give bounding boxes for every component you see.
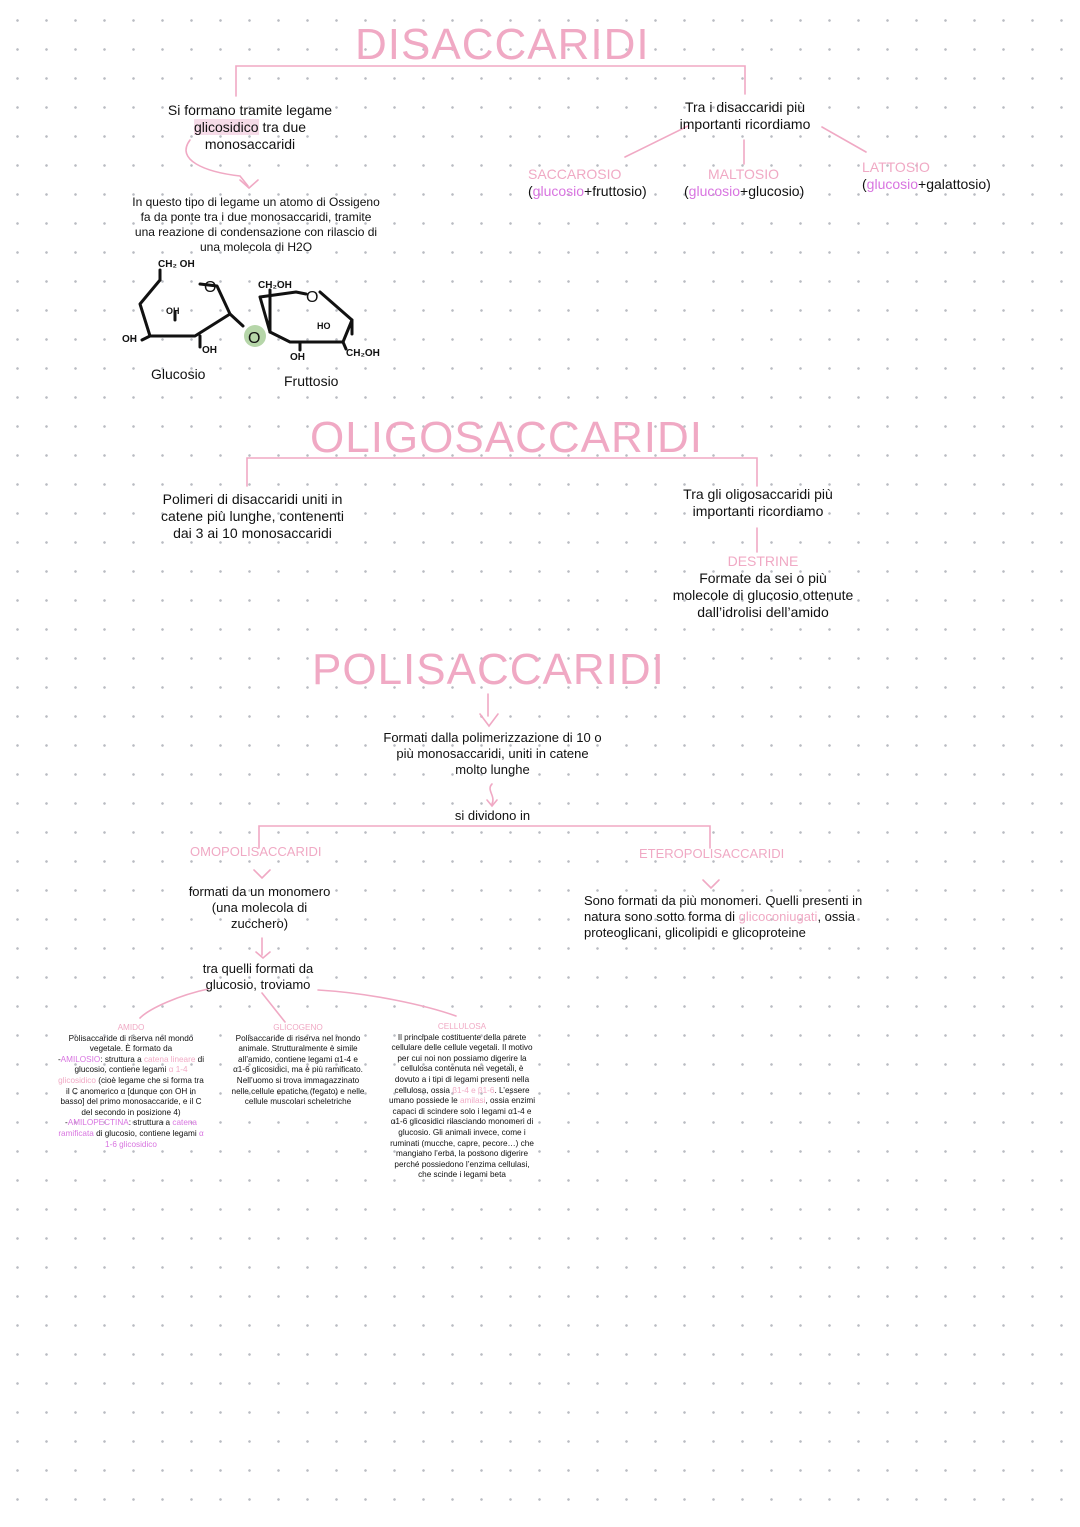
glicogeno-line: Nell’uomo si trova immagazzinato — [236, 1075, 360, 1085]
composition-rest: +glucosio) — [740, 183, 805, 199]
glicogeno-line: all’amido, contiene legami α1-4 e — [238, 1054, 358, 1064]
amido-part: : struttura a — [100, 1054, 144, 1064]
oh-label-4: OH — [290, 352, 305, 363]
cellulosa-line: glucosio. Gli animali invece, come i — [398, 1127, 526, 1137]
glicogeno-block — [218, 1023, 378, 1108]
lattosio-name: LATTOSIO — [862, 159, 930, 175]
composition-rest: +galattosio) — [918, 176, 991, 192]
legame-1-6-hl: 1-6 glicosidico — [105, 1139, 157, 1149]
oligo-line-2: catene più lunghe, contenenti — [161, 508, 344, 524]
amido-part: - — [57, 1054, 61, 1064]
amido-line: basso] del primo monosaccaride, e il C — [60, 1097, 202, 1107]
amilopectina-hl: AMILOPECTINA — [67, 1118, 129, 1128]
cellulosa-line: ruminati (mucche, capre, pecore…) che — [390, 1138, 534, 1148]
composition-rest: +fruttosio) — [584, 183, 647, 199]
catena-hl: catena — [172, 1118, 197, 1128]
right-intro-line-1: Tra i disaccaridi più — [684, 99, 806, 115]
beta-legami-hl: β1-4 e β1-6 — [452, 1085, 495, 1095]
eteropolisaccaridi-name: ETEROPOLISACCARIDI — [639, 846, 785, 861]
cellulosa-line: mangiano l’erba, la possono digerire — [396, 1149, 528, 1159]
cellulosa-line: dovuto a i tipi di legami presenti nella — [394, 1074, 530, 1084]
omo-line-3: zucchero) — [230, 916, 289, 931]
bond-line-3: una reazione di condensazione con rilascio di — [134, 225, 378, 239]
maltosio-name: MALTOSIO — [708, 166, 780, 182]
oligo-line-1: Polimeri di disaccaridi uniti in — [162, 491, 343, 507]
glucosio-line-2: glucosio, troviamo — [205, 977, 311, 992]
cellulosa-part: umano possiede le — [388, 1096, 460, 1106]
etero-description — [584, 893, 884, 941]
etero-line-2a: natura sono sotto forma di — [584, 909, 739, 924]
cellulosa-line: per cui noi non possiamo digerire la — [397, 1053, 527, 1063]
right-intro-line-2: importanti ricordiamo — [679, 116, 811, 132]
etero-line-1: Sono formati da più monomeri. Quelli presenti in — [584, 893, 863, 908]
glucosio-hl: glucosio — [688, 183, 741, 199]
amido-line: vegetale. È formato da — [89, 1044, 173, 1054]
oligo-right-line-2: importanti ricordiamo — [692, 503, 824, 519]
disaccharide-structure-drawing — [120, 252, 420, 367]
ho-label: HO — [317, 321, 331, 331]
cellulosa-line: che scinde i legami beta — [418, 1170, 506, 1180]
fruttosio-label: Fruttosio — [284, 373, 339, 389]
intro-line-3: monosaccaridi — [204, 136, 296, 152]
poli-line-2: più monosaccaridi, uniti in catene — [396, 746, 589, 761]
glicosidico-highlight: glicosidico — [193, 119, 259, 135]
maltosio-item — [684, 166, 804, 200]
paren: ( — [684, 183, 689, 199]
intro-line-2b: tra due — [262, 119, 307, 135]
paren: ( — [528, 183, 533, 199]
saccarosio-item — [528, 166, 647, 200]
cellulosa-part: cellulosa, ossia — [394, 1085, 453, 1095]
amilasi-hl: amilasi — [459, 1096, 486, 1106]
glucosio-label: Glucosio — [151, 366, 206, 382]
omo-line-1: formati da un monomero — [188, 884, 331, 899]
glicogeno-line: α1-6 glicosidici, ma è più ramificato. — [233, 1065, 363, 1075]
glicogeno-line: animale. Strutturalmente è simile — [238, 1044, 358, 1054]
glicogeno-line: Polisaccaride di riserva nel mondo — [235, 1033, 361, 1043]
cellulosa-line: Il principale costituente della parete — [397, 1032, 527, 1042]
cellulosa-name: CELLULOSA — [437, 1022, 487, 1031]
bond-line-4: una molecola di H2O — [199, 240, 313, 254]
amido-line: del secondo in posizione 4) — [81, 1107, 181, 1117]
ch2oh-label-3: CH₂OH — [346, 348, 380, 359]
oligosaccaridi-right-intro — [648, 486, 868, 520]
glucosio-hl: glucosio — [866, 176, 919, 192]
glicoconiugati-hl: glicoconiugati — [738, 909, 818, 924]
omopolisaccaridi-name: OMOPOLISACCARIDI — [190, 844, 322, 859]
legame-hl: α 1-4 — [168, 1065, 188, 1075]
amido-line: il C anomerico α [dunque con OH in — [66, 1086, 196, 1096]
poli-line-1: Formati dalla polimerizzazione di 10 o — [383, 730, 602, 745]
cellulosa-line: α1-6 glicosidici rilasciando monomeri di — [390, 1117, 534, 1127]
glucosio-hl: glucosio — [532, 183, 585, 199]
bridge-oxygen: O — [248, 330, 261, 347]
oligosaccaridi-title: OLIGOSACCARIDI — [310, 413, 703, 462]
oh-label-3: OH — [202, 345, 217, 356]
destrine-block — [648, 553, 878, 621]
cellulosa-line: cellulare delle cellule vegetali. Il motivo — [391, 1043, 533, 1053]
amido-block — [46, 1023, 216, 1150]
ring-oxygen-1: O — [204, 279, 217, 296]
ramificata-hl: ramificata — [58, 1128, 94, 1138]
oligosaccaridi-definition — [130, 491, 375, 542]
destrine-line-2: molecole di glucosio ottenute — [672, 587, 854, 603]
glicogeno-line: cellule muscolari scheletriche — [244, 1097, 352, 1107]
cellulosa-part: , ossia enzimi — [485, 1096, 536, 1106]
glicogeno-name: GLICOGENO — [273, 1023, 323, 1032]
ring-oxygen-2: O — [306, 289, 319, 306]
omo-glucosio-text — [188, 961, 328, 993]
destrine-line-1: Formate da sei o più — [699, 570, 827, 586]
ch2oh-label-1: CH₂ OH — [158, 259, 195, 270]
alpha-hl: α — [198, 1128, 204, 1138]
etero-line-3: proteoglicani, glicolipidi e glicoproteine — [584, 925, 806, 940]
amido-part: glucosio, contiene legami — [74, 1065, 169, 1075]
amido-part: di — [195, 1054, 205, 1064]
cellulosa-block — [378, 1022, 546, 1181]
amido-part: di glucosio, contiene legami — [93, 1128, 199, 1138]
lattosio-item — [862, 159, 991, 193]
omo-description — [182, 884, 337, 932]
disaccaridi-bracket — [236, 66, 745, 96]
polisaccaridi-title: POLISACCARIDI — [312, 645, 665, 694]
amido-part: - — [65, 1118, 68, 1128]
bond-line-2: fa da ponte tra i due monosaccaridi, tramite — [140, 210, 372, 224]
amido-name: AMIDO — [117, 1023, 145, 1032]
omo-line-2: (una molecola di — [211, 900, 308, 915]
glicogeno-line: nelle cellule epatiche (fegato) e nelle — [231, 1086, 365, 1096]
cellulosa-line: cellulosa contenuta nei vegetali, è — [400, 1064, 524, 1074]
oligo-line-3: dai 3 ai 10 monosaccaridi — [173, 525, 332, 541]
cellulosa-part: . L’essere — [494, 1085, 530, 1095]
oligo-right-line-1: Tra gli oligosaccaridi più — [683, 486, 833, 502]
amido-line: Polisaccaride di riserva nel mondo — [68, 1033, 194, 1043]
polisaccaridi-bracket — [259, 826, 710, 848]
poli-line-3: molto lunghe — [455, 762, 530, 777]
bond-line-1: In questo tipo di legame un atomo di Ossigeno — [132, 195, 380, 209]
glucosio-line-1: tra quelli formati da — [202, 961, 314, 976]
disaccaridi-intro — [140, 102, 360, 153]
glicosidico-hl: glicosidico — [58, 1075, 96, 1085]
ch2oh-label-2: CH₂OH — [258, 280, 292, 291]
destrine-line-3: dall’idrolisi dell’amido — [697, 604, 829, 620]
cellulosa-line: capaci di scindere solo i legami α1-4 e — [392, 1106, 532, 1116]
amido-part: (cioè legame che si forma tra — [95, 1075, 204, 1085]
amilosio-hl: AMILOSIO — [60, 1054, 101, 1064]
amido-part: : struttura a — [128, 1118, 173, 1128]
saccarosio-name: SACCAROSIO — [528, 166, 622, 182]
si-dividono-in: si dividono in — [454, 808, 531, 823]
catena-lineare-hl: catena lineare — [143, 1054, 196, 1064]
intro-line-1: Si formano tramite legame — [167, 102, 333, 118]
oh-label-1: OH — [166, 306, 180, 316]
disaccaridi-title: DISACCARIDI — [355, 20, 650, 69]
bond-explanation — [106, 195, 406, 255]
cellulosa-line: perché possiedono l’enzima cellulasi, — [394, 1159, 530, 1169]
etero-line-2b: , ossia — [817, 909, 856, 924]
destrine-name: DESTRINE — [727, 553, 799, 569]
disaccaridi-right-intro — [640, 99, 850, 133]
paren: ( — [862, 176, 867, 192]
polisaccaridi-definition — [370, 730, 615, 778]
oh-label-2: OH — [122, 334, 137, 345]
